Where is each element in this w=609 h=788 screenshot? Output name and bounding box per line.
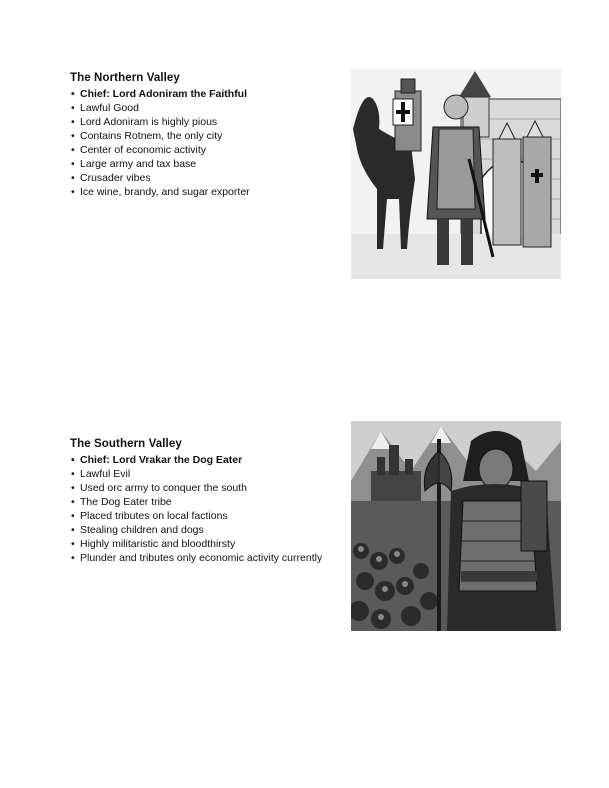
northern-valley-title: The Northern Valley xyxy=(70,72,180,84)
list-item: • Lawful Good xyxy=(70,101,340,115)
list-item: • Ice wine, brandy, and sugar exporter xyxy=(70,185,340,199)
warlord-illustration xyxy=(351,421,561,631)
southern-valley-title: The Southern Valley xyxy=(70,438,182,450)
list-item: • Highly militaristic and bloodthirsty xyxy=(70,537,340,551)
list-item: • Large army and tax base xyxy=(70,157,340,171)
southern-valley-section xyxy=(70,438,340,565)
list-item: • Lord Adoniram is highly pious xyxy=(70,115,340,129)
crusader-illustration xyxy=(351,69,561,279)
list-item: • Chief: Lord Vrakar the Dog Eater xyxy=(70,453,340,467)
list-item: • Contains Rotnem, the only city xyxy=(70,129,340,143)
list-item: • Lawful Evil xyxy=(70,467,340,481)
list-item: • Plunder and tributes only economic activity currently xyxy=(70,551,340,565)
list-item: • Crusader vibes xyxy=(70,171,340,185)
northern-valley-section xyxy=(70,72,340,199)
list-item: • Chief: Lord Adoniram the Faithful xyxy=(70,87,340,101)
list-item: • Placed tributes on local factions xyxy=(70,509,340,523)
northern-valley-list xyxy=(70,87,340,199)
list-item: • Stealing children and dogs xyxy=(70,523,340,537)
southern-valley-list xyxy=(70,453,340,565)
list-item: • Used orc army to conquer the south xyxy=(70,481,340,495)
list-item: • The Dog Eater tribe xyxy=(70,495,340,509)
list-item: • Center of economic activity xyxy=(70,143,340,157)
